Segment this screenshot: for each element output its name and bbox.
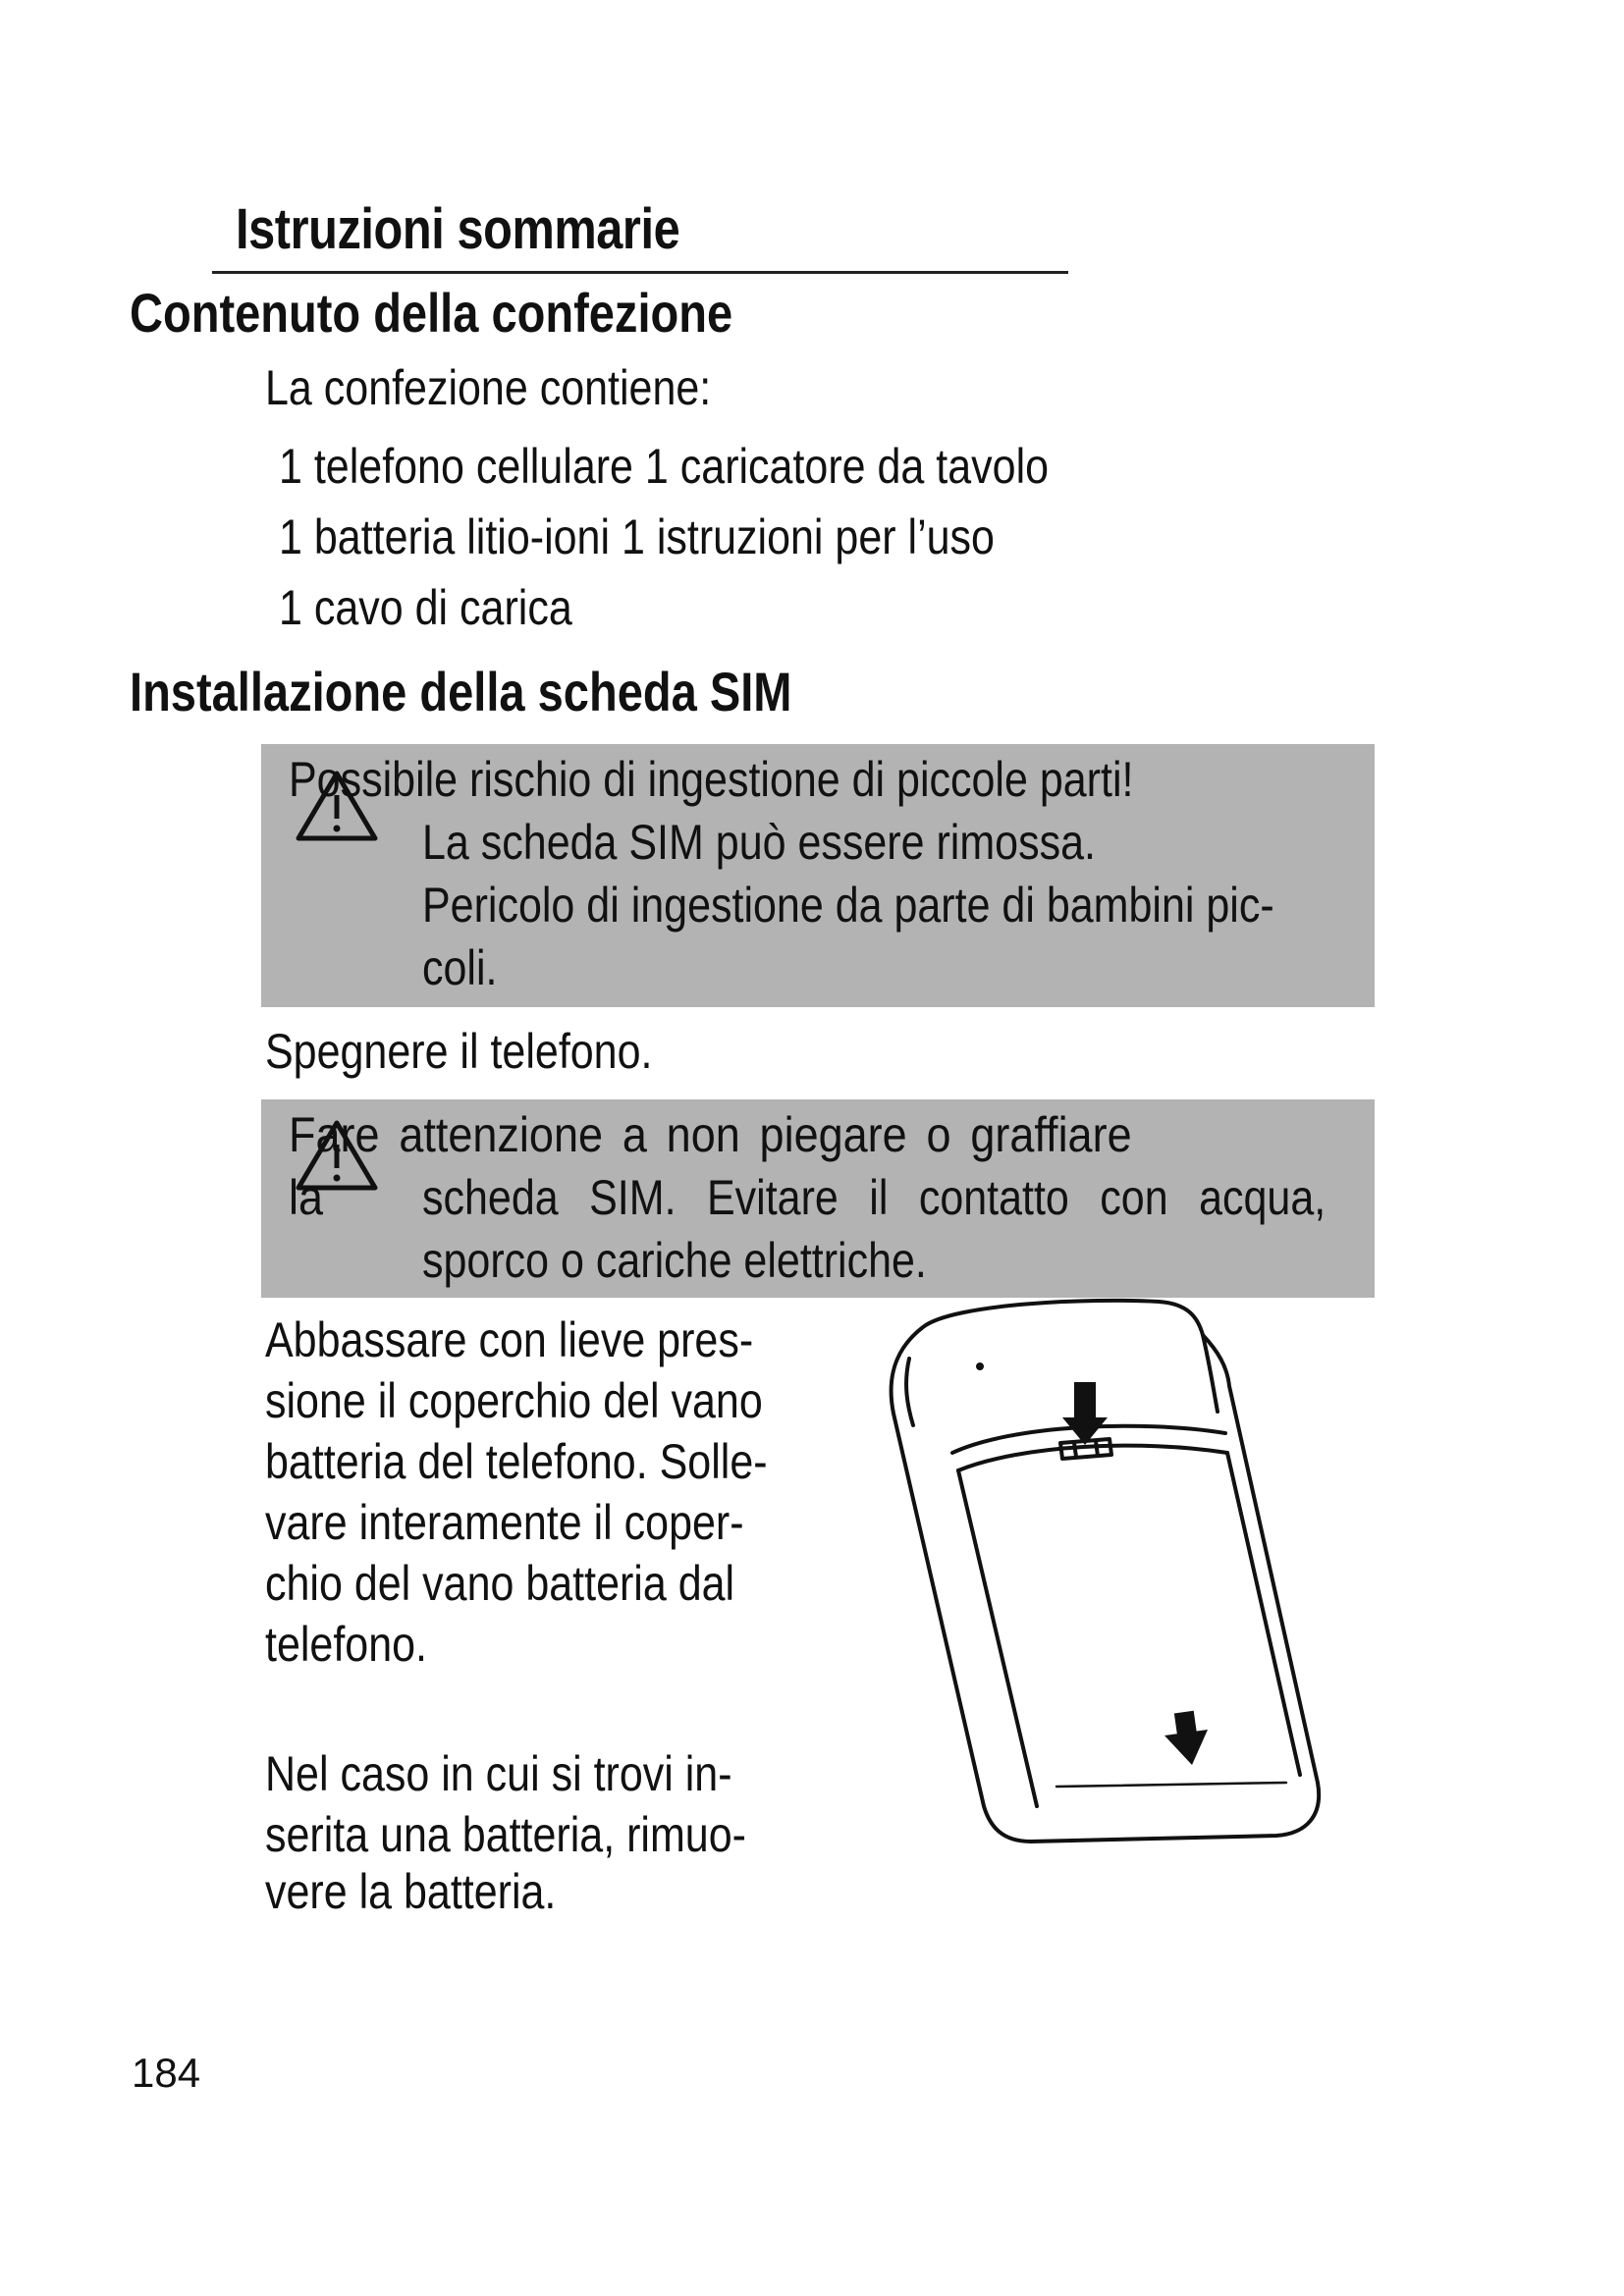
package-contents-heading: Contenuto della confezione	[130, 282, 733, 344]
step-cover-line: Abbassare con lieve pres-	[265, 1312, 754, 1367]
warning-line: coli.	[422, 940, 498, 995]
step-cover-line: vare interamente il coper-	[265, 1495, 744, 1550]
step-cover-line: chio del vano batteria dal	[265, 1556, 735, 1611]
step-cover-line: sione il coperchio del vano	[265, 1373, 763, 1428]
slide-arrow-icon	[1164, 1711, 1208, 1765]
page-number: 184	[132, 2050, 201, 2096]
step-battery-line: vere la batteria.	[265, 1864, 557, 1919]
package-intro: La confezione contiene:	[265, 360, 712, 415]
package-item: 1 batteria litio-ioni 1 istruzioni per l’uso	[279, 509, 995, 564]
warning-line: Possibile rischio di ingestione di piccole parti!	[289, 752, 1134, 807]
press-arrow-icon	[1062, 1382, 1108, 1445]
phone-back-cover-illustration	[864, 1296, 1335, 1865]
page-title: Istruzioni sommarie	[236, 197, 680, 261]
step-battery-line: Nel caso in cui si trovi in-	[265, 1746, 732, 1801]
title-divider	[212, 271, 1068, 274]
step-cover-line: batteria del telefono. Solle-	[265, 1434, 768, 1489]
warning-line: sporco o cariche elettriche.	[422, 1233, 927, 1288]
step-cover-line: telefono.	[265, 1617, 427, 1672]
sim-install-heading: Installazione della scheda SIM	[130, 661, 792, 722]
warning-line: Fare attenzione a non piegare o graffiare la	[289, 1107, 1132, 1225]
package-item: 1 cavo di carica	[279, 580, 572, 635]
warning-line: scheda SIM. Evitare il contatto con acqua,	[422, 1170, 1326, 1225]
warning-line: La scheda SIM può essere rimossa.	[422, 815, 1096, 870]
step-switch-off: Spegnere il telefono.	[265, 1024, 653, 1079]
step-battery-line: serita una batteria, rimuo-	[265, 1807, 746, 1862]
warning-line: Pericolo di ingestione da parte di bambini pic-	[422, 878, 1274, 933]
package-item: 1 telefono cellulare 1 caricatore da tavolo	[279, 439, 1050, 494]
